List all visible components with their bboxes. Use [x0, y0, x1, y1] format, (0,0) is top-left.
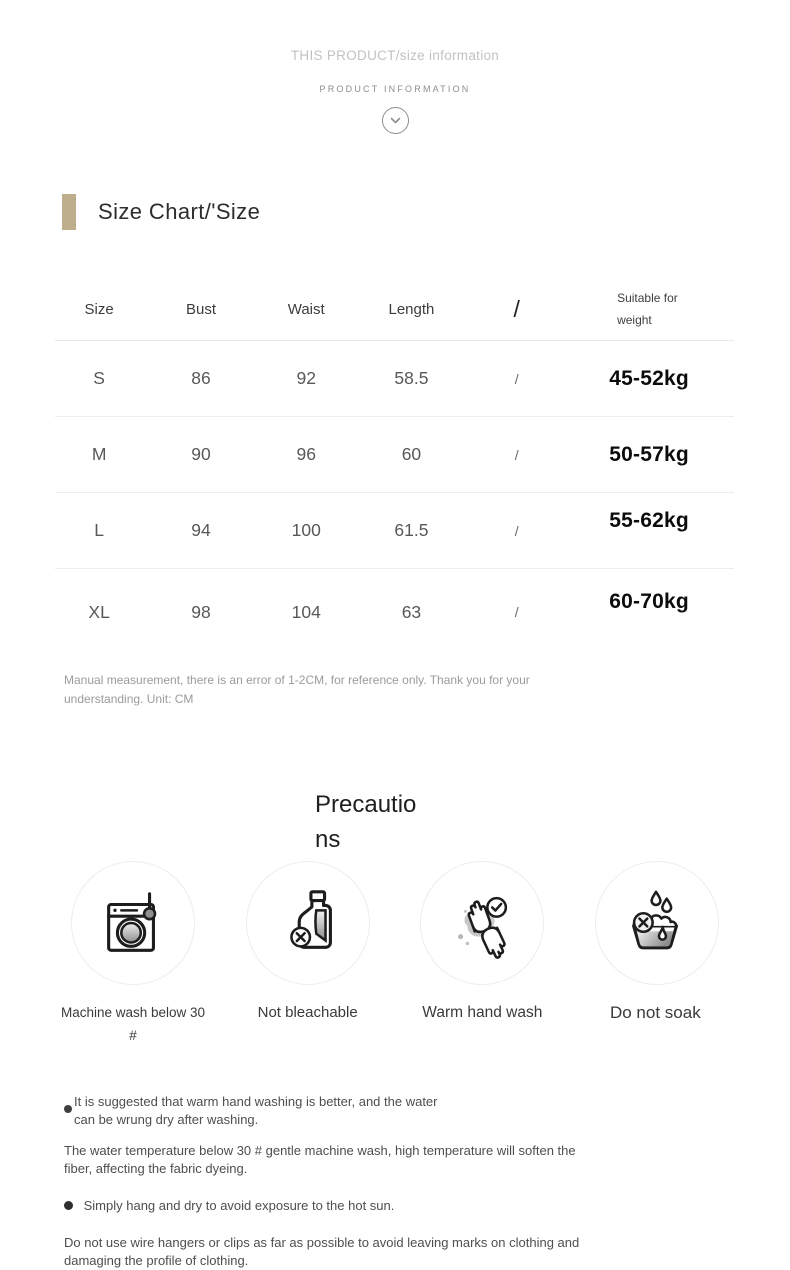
table-row-m — [55, 417, 734, 493]
bullet-dot — [64, 1201, 73, 1210]
care-tips — [64, 1093, 730, 1270]
cell-waist: 96 — [296, 444, 316, 464]
no-bleach-icon — [246, 861, 370, 985]
cell-length: 60 — [401, 444, 422, 464]
care-item-hand-wash — [407, 861, 557, 1047]
care-icons-row — [58, 861, 732, 1047]
column-header-size: Size — [84, 300, 114, 318]
cell-weight: 45-52kg — [609, 366, 689, 390]
column-header-weight: Suitable for weight — [617, 291, 678, 327]
cell-size: XL — [88, 601, 110, 622]
cell-weight: 55-62kg — [609, 508, 689, 532]
hand-wash-icon — [420, 861, 544, 985]
section-title-size-chart: Size Chart/'Size — [98, 199, 261, 224]
cell-slash: / — [514, 522, 519, 539]
bullet-dot — [64, 1105, 72, 1113]
care-item-no-bleach — [233, 861, 383, 1047]
cell-bust: 90 — [191, 444, 211, 464]
cell-length: 58.5 — [394, 368, 429, 388]
cell-waist: 92 — [296, 368, 316, 388]
section-title-precautions: Precautions — [315, 791, 417, 853]
accent-bar — [62, 194, 76, 230]
care-icon-label: Machine wash below 30 # — [60, 1005, 206, 1043]
table-header — [55, 278, 734, 341]
cell-length: 63 — [401, 601, 422, 622]
expand-button[interactable] — [382, 107, 409, 134]
table-row-xl — [55, 569, 734, 655]
care-icon-label: Not bleachable — [257, 1004, 358, 1021]
column-header-slash: / — [513, 295, 520, 322]
page-title: THIS PRODUCT/size information — [290, 48, 500, 63]
column-header-bust: Bust — [185, 300, 216, 318]
care-tip: Do not use wire hangers or clips as far as possible to avoid leaving marks on clothing and damaging the profile of clothing. — [64, 1235, 580, 1268]
cell-slash: / — [514, 604, 519, 620]
cell-bust: 98 — [191, 601, 211, 622]
size-table — [55, 278, 734, 655]
care-item-machine-wash — [58, 861, 208, 1047]
care-icon-label: Warm hand wash — [422, 1004, 543, 1021]
table-row-l — [55, 493, 734, 569]
column-header-length: Length — [388, 300, 435, 318]
cell-slash: / — [514, 370, 519, 387]
cell-bust: 94 — [191, 520, 211, 540]
care-tip: It is suggested that warm hand washing is better, and the water can be wrung dry after washing. — [64, 1093, 456, 1129]
cell-waist: 100 — [291, 520, 321, 540]
cell-size: L — [94, 520, 104, 540]
measurement-note: Manual measurement, there is an error of 1-2CM, for reference only. Thank you for your understanding. Unit: CM — [64, 673, 530, 706]
cell-length: 61.5 — [394, 520, 429, 540]
chevron-down-icon — [388, 113, 403, 128]
care-tip: Simply hang and dry to avoid exposure to the hot sun. — [64, 1197, 730, 1215]
cell-weight: 50-57kg — [609, 442, 689, 466]
cell-waist: 104 — [291, 601, 321, 622]
machine-wash-icon — [71, 861, 195, 985]
column-header-waist: Waist — [287, 300, 325, 318]
care-item-no-soak — [582, 861, 732, 1047]
care-tip: The water temperature below 30 # gentle machine wash, high temperature will soften the fiber, affecting the fabric dyeing. — [64, 1143, 576, 1176]
table-row-s — [55, 341, 734, 417]
cell-weight: 60-70kg — [609, 590, 689, 613]
cell-bust: 86 — [191, 368, 211, 388]
care-icon-label: Do not soak — [609, 1003, 701, 1022]
page-subtitle: PRODUCT INFORMATION — [319, 84, 471, 94]
cell-slash: / — [514, 446, 519, 463]
no-soak-icon — [595, 861, 719, 985]
size-chart-header — [62, 194, 790, 230]
cell-size: M — [91, 444, 107, 464]
cell-size: S — [93, 368, 105, 388]
